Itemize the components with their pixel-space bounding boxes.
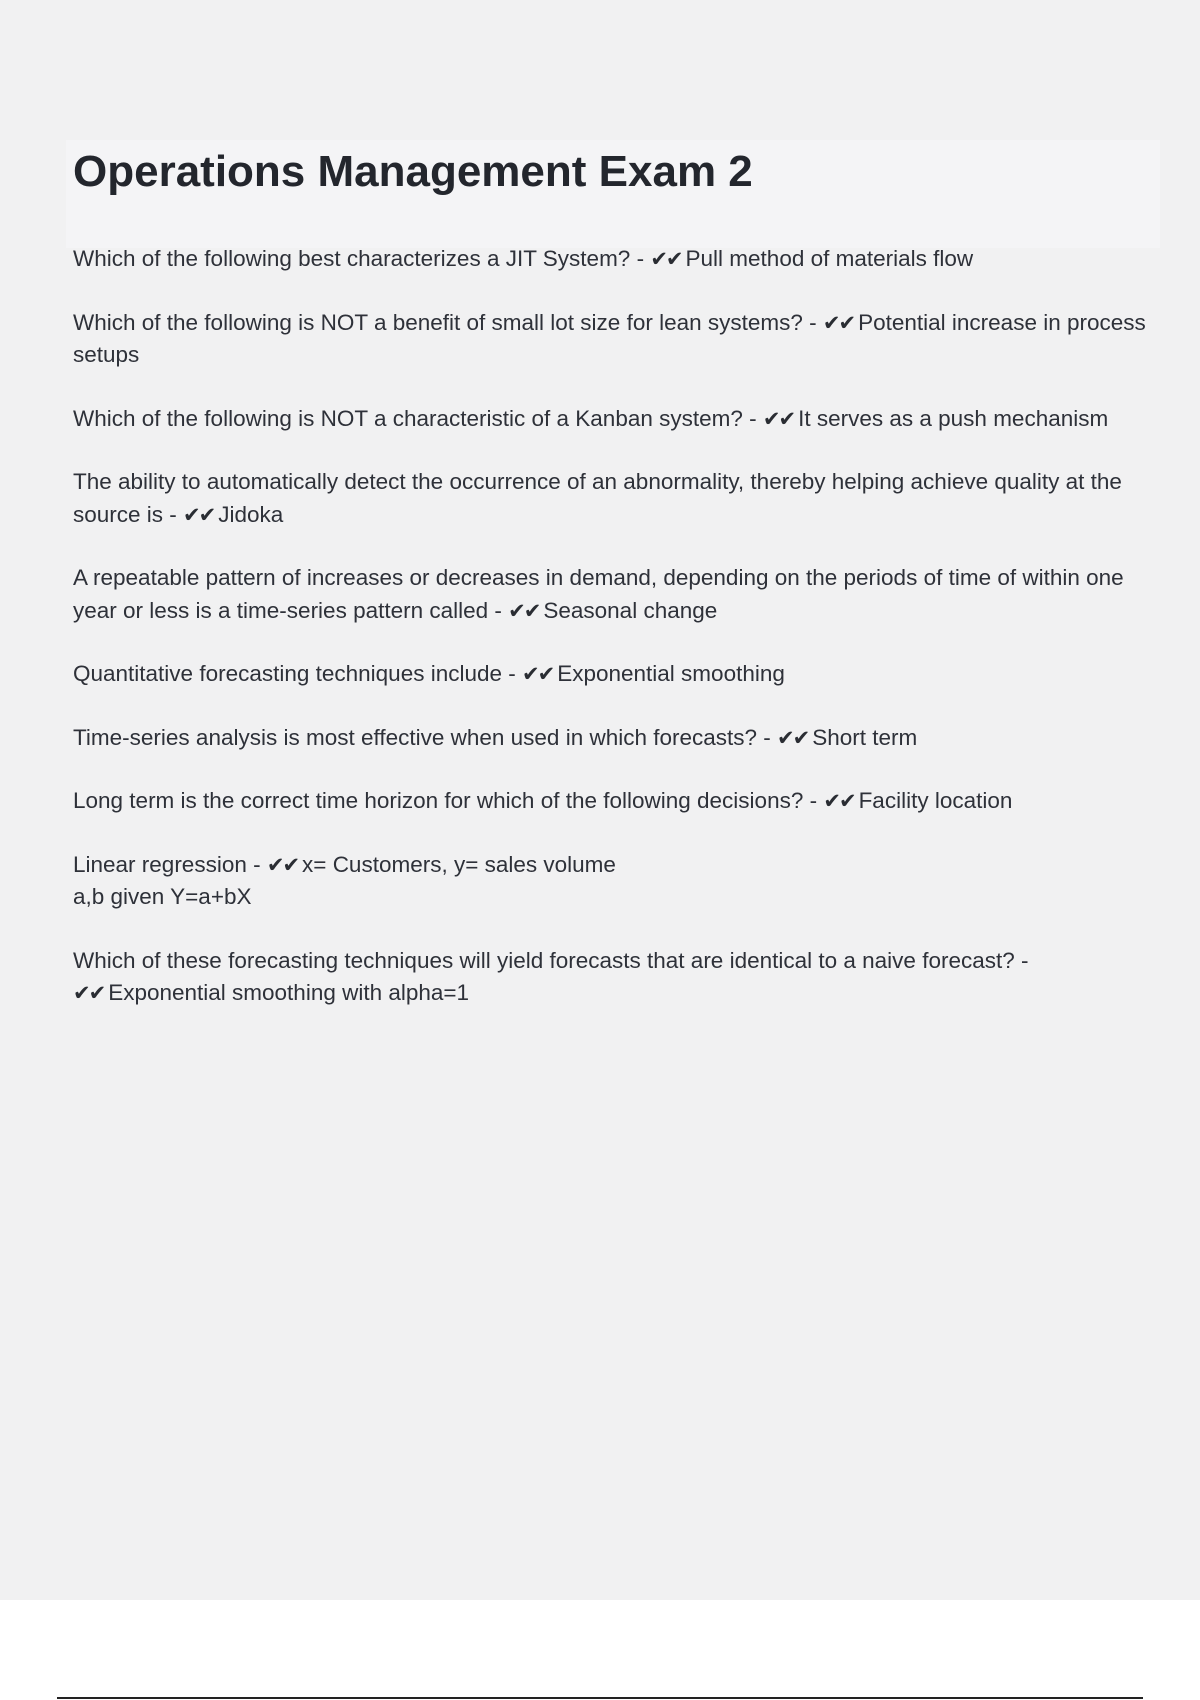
footer-divider <box>57 1697 1143 1699</box>
qa-item <box>73 307 1163 372</box>
question-text: The ability to automatically detect the occurrence of an abnormality, thereby helping achieve quality at the source is - <box>73 469 1122 527</box>
double-check-icon: ✔✔ <box>777 725 809 750</box>
double-check-icon: ✔✔ <box>508 598 540 623</box>
question-text: Quantitative forecasting techniques include - <box>73 661 523 686</box>
qa-item <box>73 658 1163 691</box>
answer-text: Short term <box>812 724 918 750</box>
answer-text: Pull method of materials flow <box>685 246 974 271</box>
question-text: Linear regression - <box>73 851 267 877</box>
qa-item <box>73 562 1163 627</box>
answer-text: Seasonal change <box>543 597 718 623</box>
double-check-icon: ✔✔ <box>73 981 105 1005</box>
answer-text: Facility location <box>858 788 1013 813</box>
answer-text: Potential increase in process setups <box>73 309 1146 367</box>
qa-item <box>73 722 1163 755</box>
question-text: Which of the following best characterizes a JIT System? - <box>73 246 651 271</box>
question-text: Long term is the correct time horizon for which of the following decisions? - <box>73 788 824 813</box>
question-text: Which of the following is NOT a benefit of small lot size for lean systems? - <box>73 309 823 335</box>
qa-item <box>73 403 1163 436</box>
double-check-icon: ✔✔ <box>522 662 554 686</box>
question-text: Time-series analysis is most effective when used in which forecasts? - <box>73 724 778 750</box>
question-text: Which of these forecasting techniques will yield forecasts that are identical to a naive forecast? - <box>73 947 1029 973</box>
qa-item <box>73 849 1163 914</box>
qa-item <box>73 945 1163 1010</box>
question-text: Which of the following is NOT a characteristic of a Kanban system? - <box>73 405 763 431</box>
double-check-icon: ✔✔ <box>650 247 682 271</box>
answer-text: Exponential smoothing <box>557 661 785 686</box>
answer-text: It serves as a push mechanism <box>798 405 1109 431</box>
double-check-icon: ✔✔ <box>823 789 855 813</box>
double-check-icon: ✔✔ <box>266 852 299 877</box>
answer-text-line2: a,b given Y=a+bX <box>73 884 252 909</box>
double-check-icon: ✔✔ <box>183 502 215 527</box>
qa-list <box>73 243 1163 1041</box>
document-title: Operations Management Exam 2 <box>73 147 753 196</box>
answer-text: Jidoka <box>218 501 284 527</box>
answer-text: Exponential smoothing with alpha=1 <box>108 980 470 1005</box>
answer-text: x= Customers, y= sales volume <box>302 851 616 877</box>
double-check-icon: ✔✔ <box>762 406 795 431</box>
question-text: A repeatable pattern of increases or decreases in demand, depending on the periods of time of within one year or less is a time-series pattern called - <box>73 565 1124 623</box>
qa-item <box>73 243 1163 276</box>
qa-item <box>73 466 1163 531</box>
double-check-icon: ✔✔ <box>822 310 855 335</box>
qa-item <box>73 785 1163 818</box>
